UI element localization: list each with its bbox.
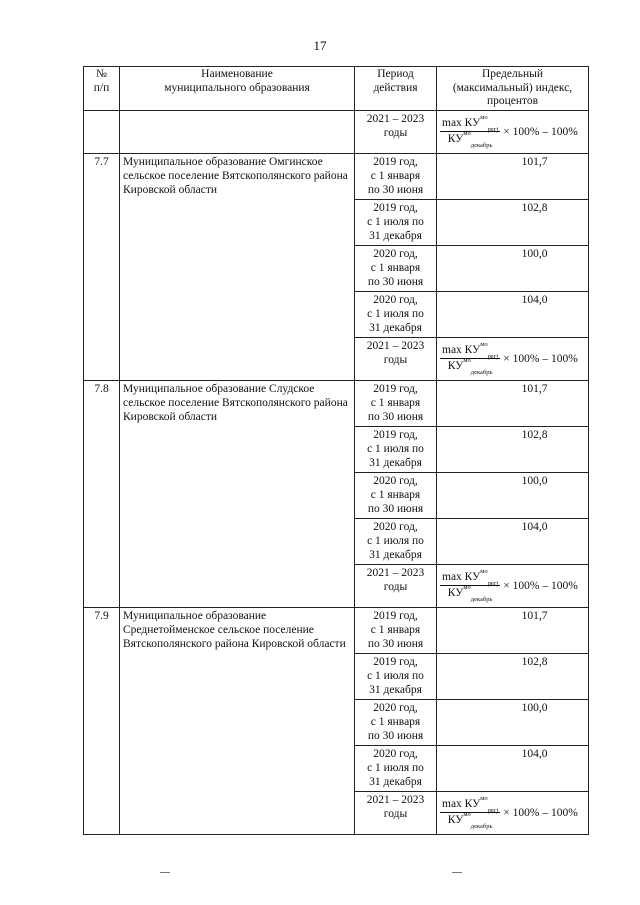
formula-denominator (446, 584, 495, 604)
period-cell: 2020 год, с 1 июля по 31 декабря (355, 518, 437, 564)
index-value-text: 101,7 (521, 609, 548, 622)
table-header-row (84, 67, 589, 111)
period-cell: 2019 год, с 1 июля по 31 декабря (355, 426, 437, 472)
formula-den-sub: декабрь (470, 369, 493, 377)
entity-name: Муниципальное образование Слудское сельское поселение Вятскополянского района Кировской области (120, 380, 355, 607)
period-cell: 2019 год, с 1 июля по 31 декабря (355, 653, 437, 699)
formula-tail: × 100% – 100% (503, 352, 578, 365)
formula-denominator (446, 357, 495, 377)
index-value (437, 380, 589, 426)
table-body (84, 110, 589, 834)
index-value-text: 100,0 (521, 474, 548, 487)
formula-max-label: max КУ (442, 344, 481, 356)
index-value-text: 100,0 (521, 247, 548, 260)
index-value-text: 102,8 (521, 655, 548, 668)
entity-name: Муниципальное образование Среднетойменское сельское поселение Вятскополянского района Кировской области (120, 607, 355, 834)
index-value (437, 153, 589, 199)
index-value-text: 104,0 (521, 747, 548, 760)
period-cell: 2020 год, с 1 июля по 31 декабря (355, 291, 437, 337)
formula-denominator (446, 130, 495, 150)
header-name: Наименование муниципального образования (120, 67, 355, 111)
header-num: № п/п (84, 67, 120, 111)
period-cell: 2019 год, с 1 января по 30 июня (355, 380, 437, 426)
page-number: 17 (313, 38, 327, 53)
formula-den-label: КУ (447, 587, 464, 599)
formula-num-sup: мо (480, 341, 488, 349)
formula-denominator (446, 811, 495, 831)
entity-name: Муниципальное образование Омгинское сельское поселение Вятскополянского района Кировской области (120, 153, 355, 380)
table-row (84, 380, 589, 426)
period-cell: 2019 год, с 1 июля по 31 декабря (355, 199, 437, 245)
period-cell: 2020 год, с 1 января по 30 июня (355, 472, 437, 518)
index-value-text: 101,7 (521, 382, 548, 395)
index-value (437, 199, 589, 245)
formula-max-label: max КУ (442, 117, 481, 129)
formula-fraction (440, 795, 500, 831)
period-cell: 2021 – 2023 годы (355, 564, 437, 607)
formula-den-sub: декабрь (470, 823, 493, 831)
entity-number: 7.8 (84, 380, 120, 607)
formula-den-label: КУ (447, 814, 464, 826)
formula-num-sup: мо (480, 568, 488, 576)
table-row (84, 607, 589, 653)
period-cell: 2021 – 2023 годы (355, 110, 437, 153)
formula-num-sub: регj (487, 580, 499, 588)
period-cell: 2020 год, с 1 января по 30 июня (355, 699, 437, 745)
formula-den-label: КУ (447, 360, 464, 372)
formula-num-sub: регj (487, 807, 499, 815)
index-value (437, 745, 589, 791)
formula-den-sup: мо (463, 584, 471, 592)
period-cell: 2019 год, с 1 января по 30 июня (355, 607, 437, 653)
continuation-row (84, 110, 589, 153)
formula-den-label: КУ (447, 133, 464, 145)
index-value-text: 102,8 (521, 428, 548, 441)
index-formula (440, 112, 585, 152)
formula-cell (437, 791, 589, 834)
formula-fraction (440, 568, 500, 604)
formula-num-sub: регj (487, 126, 499, 134)
entity-number: 7.9 (84, 607, 120, 834)
index-value-text: 101,7 (521, 155, 548, 168)
index-value (437, 518, 589, 564)
period-cell: 2021 – 2023 годы (355, 791, 437, 834)
index-value (437, 472, 589, 518)
index-formula (440, 793, 585, 833)
formula-fraction (440, 341, 500, 377)
header-index: Предельный (максимальный) индекс, процентов (437, 67, 589, 111)
formula-cell (437, 564, 589, 607)
period-cell: 2020 год, с 1 января по 30 июня (355, 245, 437, 291)
index-value-text: 102,8 (521, 201, 548, 214)
formula-num-sup: мо (480, 795, 488, 803)
index-value-text: 100,0 (521, 701, 548, 714)
formula-den-sup: мо (463, 130, 471, 138)
formula-fraction (440, 114, 500, 150)
period-cell: 2019 год, с 1 января по 30 июня (355, 153, 437, 199)
formula-tail: × 100% – 100% (503, 579, 578, 592)
entity-number: 7.7 (84, 153, 120, 380)
index-value (437, 699, 589, 745)
formula-cell (437, 110, 589, 153)
index-value (437, 426, 589, 472)
formula-den-sub: декабрь (470, 596, 493, 604)
table-row (84, 153, 589, 199)
formula-max-label: max КУ (442, 798, 481, 810)
index-table (83, 66, 589, 835)
index-formula (440, 566, 585, 606)
scan-mark (160, 872, 170, 873)
period-cell: 2021 – 2023 годы (355, 337, 437, 380)
formula-den-sub: декабрь (470, 142, 493, 150)
period-cell: 2020 год, с 1 июля по 31 декабря (355, 745, 437, 791)
index-value (437, 607, 589, 653)
formula-max-label: max КУ (442, 571, 481, 583)
index-formula (440, 339, 585, 379)
formula-cell (437, 337, 589, 380)
formula-num-sup: мо (480, 114, 488, 122)
index-value (437, 291, 589, 337)
index-value-text: 104,0 (521, 293, 548, 306)
formula-den-sup: мо (463, 357, 471, 365)
header-period: Период действия (355, 67, 437, 111)
formula-den-sup: мо (463, 811, 471, 819)
formula-tail: × 100% – 100% (503, 806, 578, 819)
formula-tail: × 100% – 100% (503, 125, 578, 138)
formula-num-sub: регj (487, 353, 499, 361)
index-value (437, 653, 589, 699)
scan-mark (452, 872, 462, 873)
index-value-text: 104,0 (521, 520, 548, 533)
index-value (437, 245, 589, 291)
